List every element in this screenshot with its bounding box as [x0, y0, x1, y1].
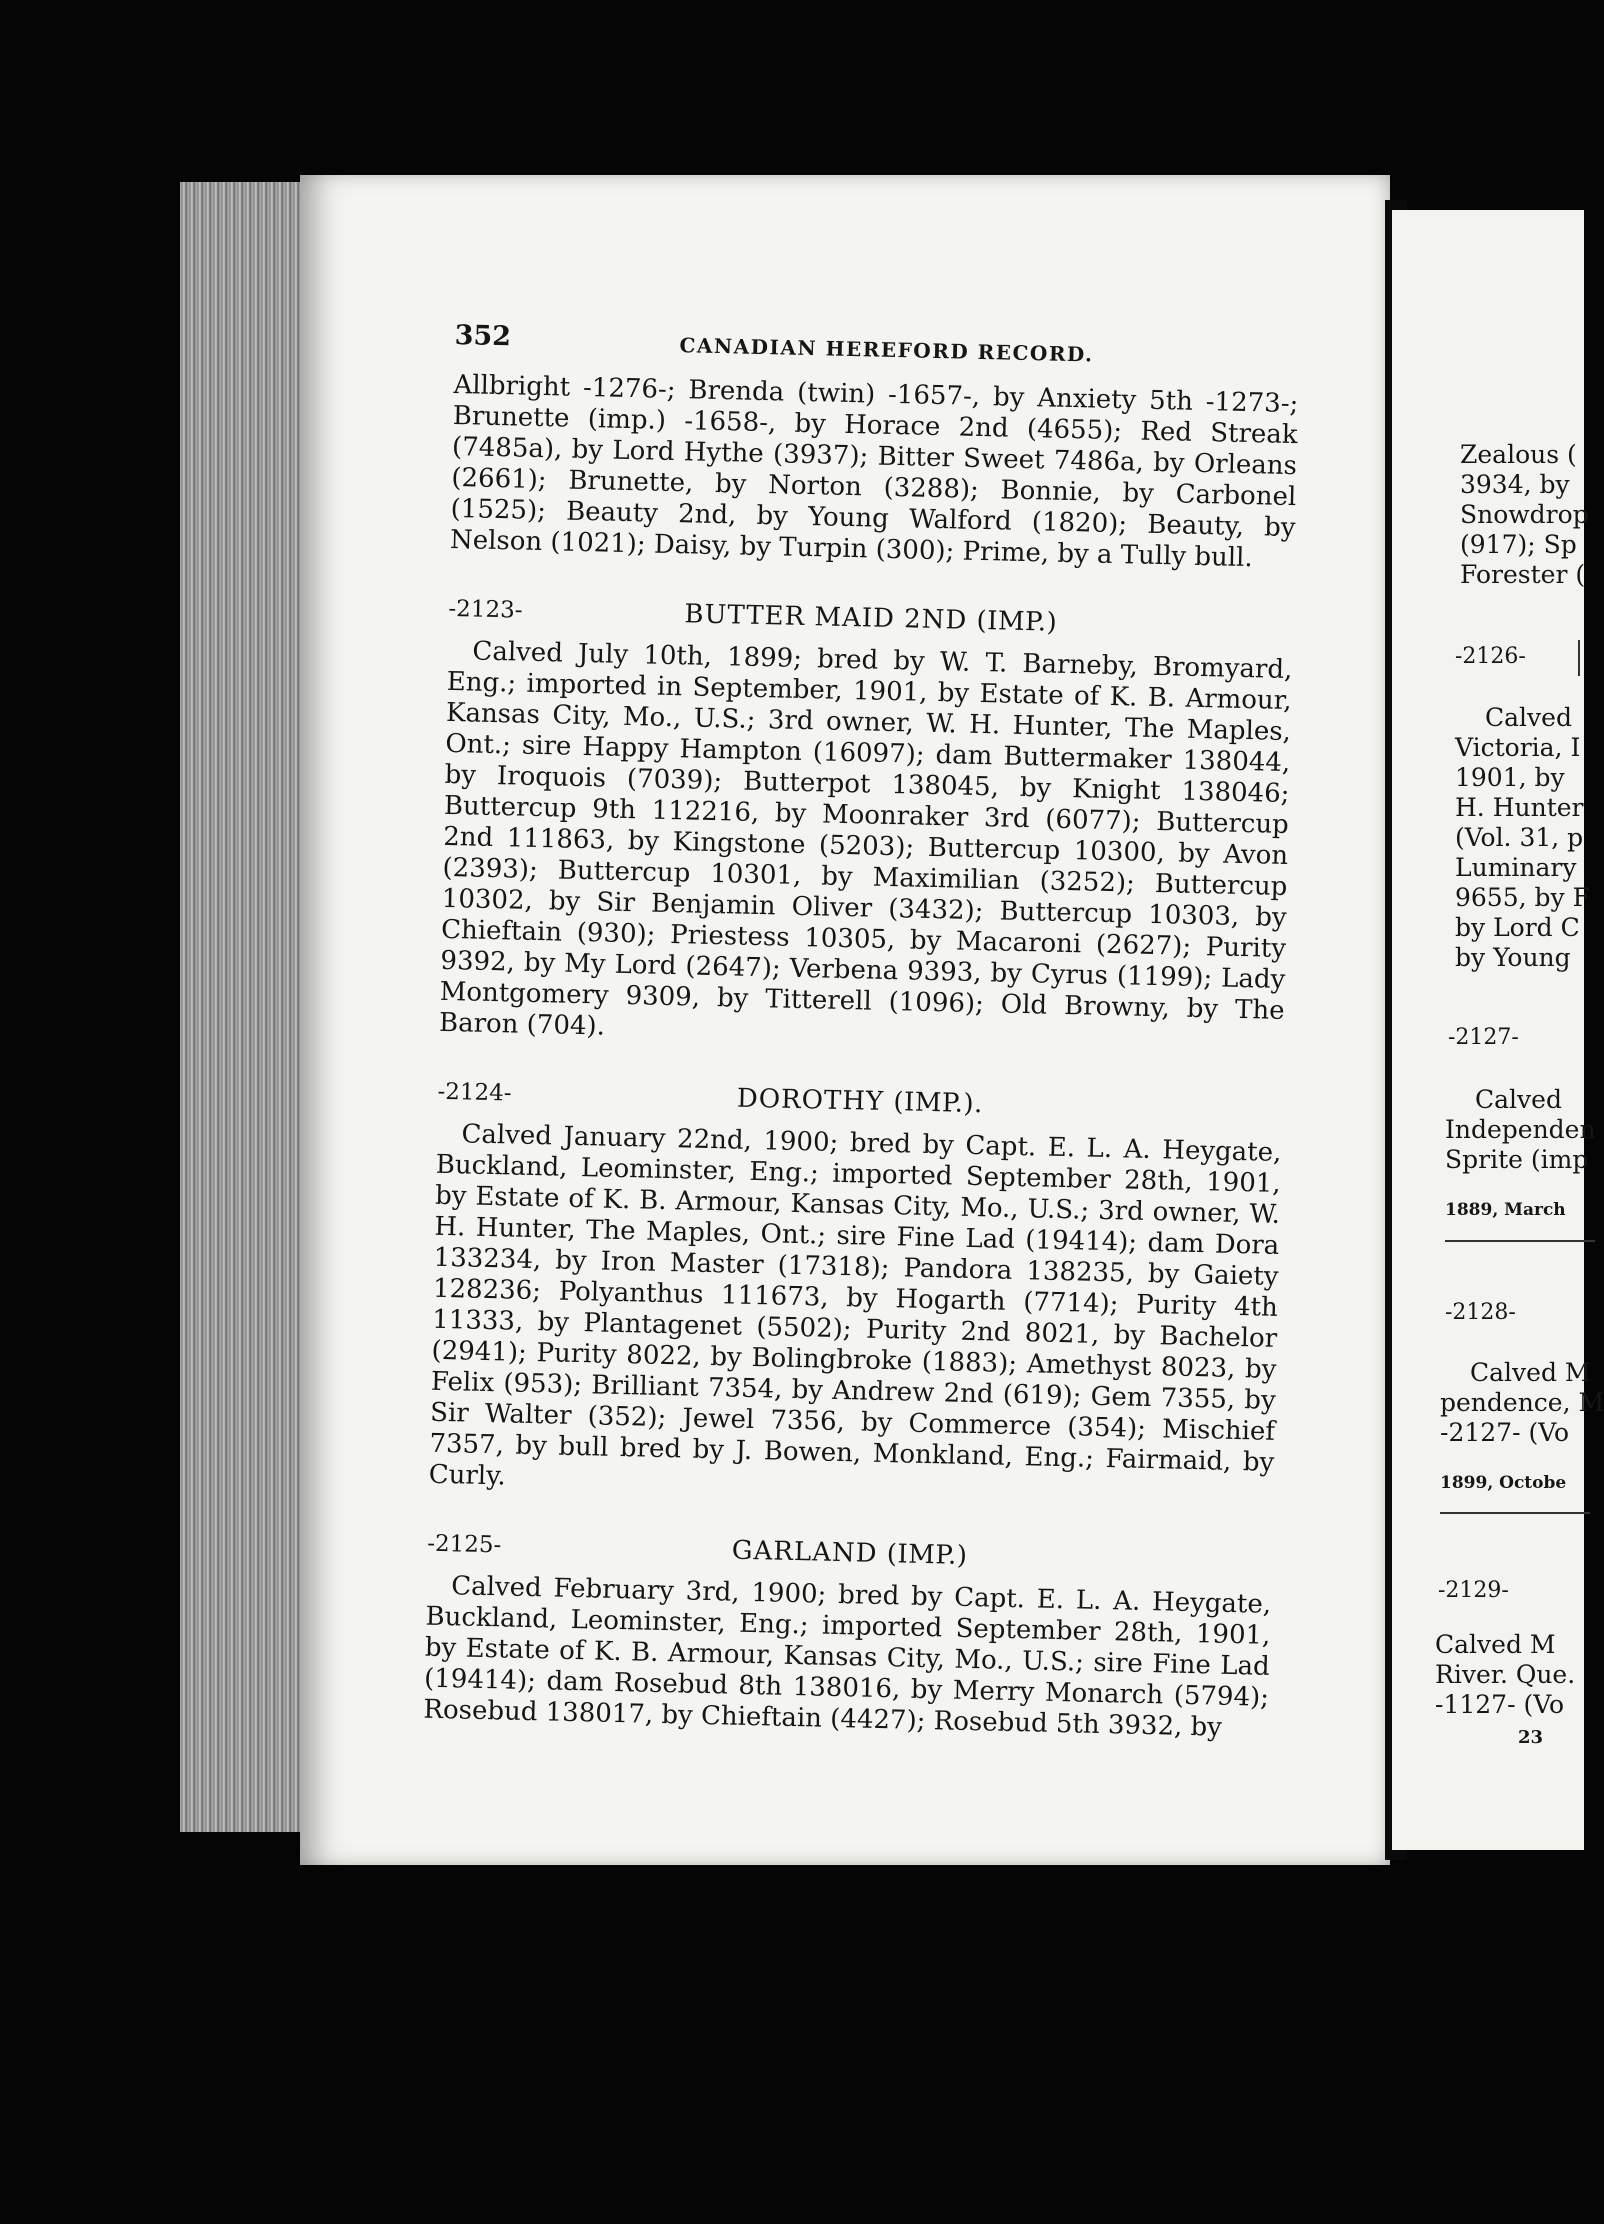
- registration-number: -2128-: [1445, 1300, 1516, 1325]
- animal-name: DOROTHY: [736, 1083, 885, 1117]
- registration-number: -2123-: [448, 595, 523, 624]
- note-line: 1889, March: [1445, 1200, 1566, 1220]
- text-fragment: Calved: [1475, 1085, 1562, 1114]
- animal-name: BUTTER MAID 2ND: [684, 599, 968, 636]
- text-fragment: Calved: [1485, 703, 1572, 732]
- text-fragment: H. Hunter: [1455, 793, 1584, 822]
- running-head: CANADIAN HEREFORD RECORD.: [679, 333, 1094, 367]
- text-fragment: Zealous (: [1460, 440, 1577, 469]
- right-page-fragments: [1400, 0, 1604, 2224]
- import-marker: (IMP.).: [893, 1087, 984, 1120]
- registration-number: -2124-: [437, 1078, 512, 1107]
- text-fragment: 1901, by: [1455, 763, 1565, 792]
- text-fragment: Sprite (imp: [1445, 1145, 1589, 1174]
- text-fragment: Independen: [1445, 1115, 1596, 1144]
- left-page-text: [423, 320, 1300, 1745]
- import-marker: (IMP.): [886, 1539, 968, 1571]
- text-fragment: -2127- (Vo: [1440, 1418, 1570, 1447]
- divider-rule: [1440, 1512, 1590, 1514]
- import-marker: (IMP.): [976, 605, 1058, 638]
- note-line: 1899, Octobe: [1440, 1473, 1567, 1493]
- entry-title: [427, 1529, 1272, 1578]
- entry-title: [437, 1077, 1282, 1126]
- text-fragment: Calved M: [1435, 1630, 1556, 1659]
- text-fragment: Forester (: [1460, 560, 1586, 589]
- signature-mark: 23: [1518, 1727, 1544, 1748]
- book-page-edges: [180, 182, 310, 1832]
- text-fragment: 9655, by F: [1455, 883, 1590, 912]
- animal-name: GARLAND: [731, 1535, 878, 1569]
- text-fragment: (917); Sp: [1460, 530, 1577, 559]
- entry-title: [448, 594, 1293, 643]
- text-fragment: Victoria, I: [1455, 733, 1581, 762]
- continuation-paragraph: Allbright -1276-; Brenda (twin) -1657-, by Anxiety 5th -1273-; Brunette (imp.) -1658-, by Horace 2nd (4655); Red Streak (7485a), by Lord Hythe (3937); Bitter Sweet 7486a, by Orleans (2661); Brunette, by Norton (3288); Bonnie, by Carbonel (1525); Beauty 2nd, by Young Walford (1820); Beauty, by Nelson (1021); Daisy, by Turpin (300); Prime, by a Tully bull.: [449, 369, 1299, 574]
- text-fragment: pendence, M: [1440, 1388, 1604, 1417]
- text-fragment: -1127- (Vo: [1435, 1690, 1565, 1719]
- divider-rule: [1445, 1240, 1595, 1242]
- text-fragment: 3934, by: [1460, 470, 1570, 499]
- page-number: 352: [454, 320, 512, 353]
- entry-paragraph: Calved January 22nd, 1900; bred by Capt. E. L. A. Heygate, Buckland, Leominster, Eng.; imported September 28th, 1901, by Estate of K. B. Armour, Kansas City, Mo., U.S.; 3rd owner, W. H. Hunter, The Maples, Ont.; sire Fine Lad (19414); dam Dora 133234, by Iron Master (17318); Pandora 138235, by Gaiety 128236; Polyanthus 111673, by Hogarth (7714); Purity 4th 11333, by Plantagenet (5502); Purity 2nd 8021, by Bachelor (2941); Purity 8022, by Bolingbroke (1883); Amethyst 8023, by Felix (953); Brilliant 7354, by Andrew 2nd (619); Gem 7355, by Sir Walter (352); Jewel 7356, by Commerce (354); Mischief 7357, by bull bred by J. Bowen, Monkland, Eng.; Fairmaid, by Curly.: [428, 1119, 1282, 1492]
- text-fragment: Snowdrop: [1460, 500, 1589, 529]
- registration-number: -2125-: [426, 1530, 502, 1559]
- text-fragment: by Lord C: [1455, 913, 1580, 942]
- registration-number: -2127-: [1448, 1025, 1519, 1050]
- bracket-mark: [1578, 640, 1580, 676]
- entry-paragraph: Calved February 3rd, 1900; bred by Capt. E. L. A. Heygate, Buckland, Leominster, Eng.; imported September 28th, 1901, by Estate of K. B. Armour, Kansas City, Mo., U.S.; sire Fine Lad (19414); dam Rosebud 8th 138016, by Merry Monarch (5794); Rosebud 138017, by Chieftain (4427); Rosebud 5th 3932, by: [423, 1571, 1272, 1743]
- text-fragment: River. Que.: [1435, 1660, 1576, 1689]
- text-fragment: (Vol. 31, p: [1455, 823, 1584, 852]
- registration-number: -2129-: [1438, 1578, 1509, 1603]
- registration-number: -2126-: [1455, 644, 1526, 669]
- entry-paragraph: Calved July 10th, 1899; bred by W. T. Barneby, Bromyard, Eng.; imported in September, 1901, by Estate of K. B. Armour, Kansas City, Mo., U.S.; 3rd owner, W. H. Hunter, The Maples, Ont.; sire Happy Hampton (16097); dam Buttermaker 138044, by Iroquois (7039); Butterpot 138045, by Knight 138046; Buttercup 9th 112216, by Moonraker 3rd (6077); Buttercup 2nd 111863, by Kingstone (5203); Buttercup 10300, by Avon (2393); Buttercup 10301, by Maximilian (3252); Buttercup 10302, by Sir Benjamin Oliver (3432); Buttercup 10303, by Chieftain (930); Priestess 10305, by Macaroni (2627); Purity 9392, by My Lord (2647); Verbena 9393, by Cyrus (1199); Lady Montgomery 9309, by Titterell (1096); Old Browny, by The Baron (704).: [438, 636, 1293, 1042]
- text-fragment: Calved M: [1470, 1358, 1591, 1387]
- text-fragment: Luminary: [1455, 853, 1577, 882]
- text-fragment: by Young: [1455, 943, 1571, 972]
